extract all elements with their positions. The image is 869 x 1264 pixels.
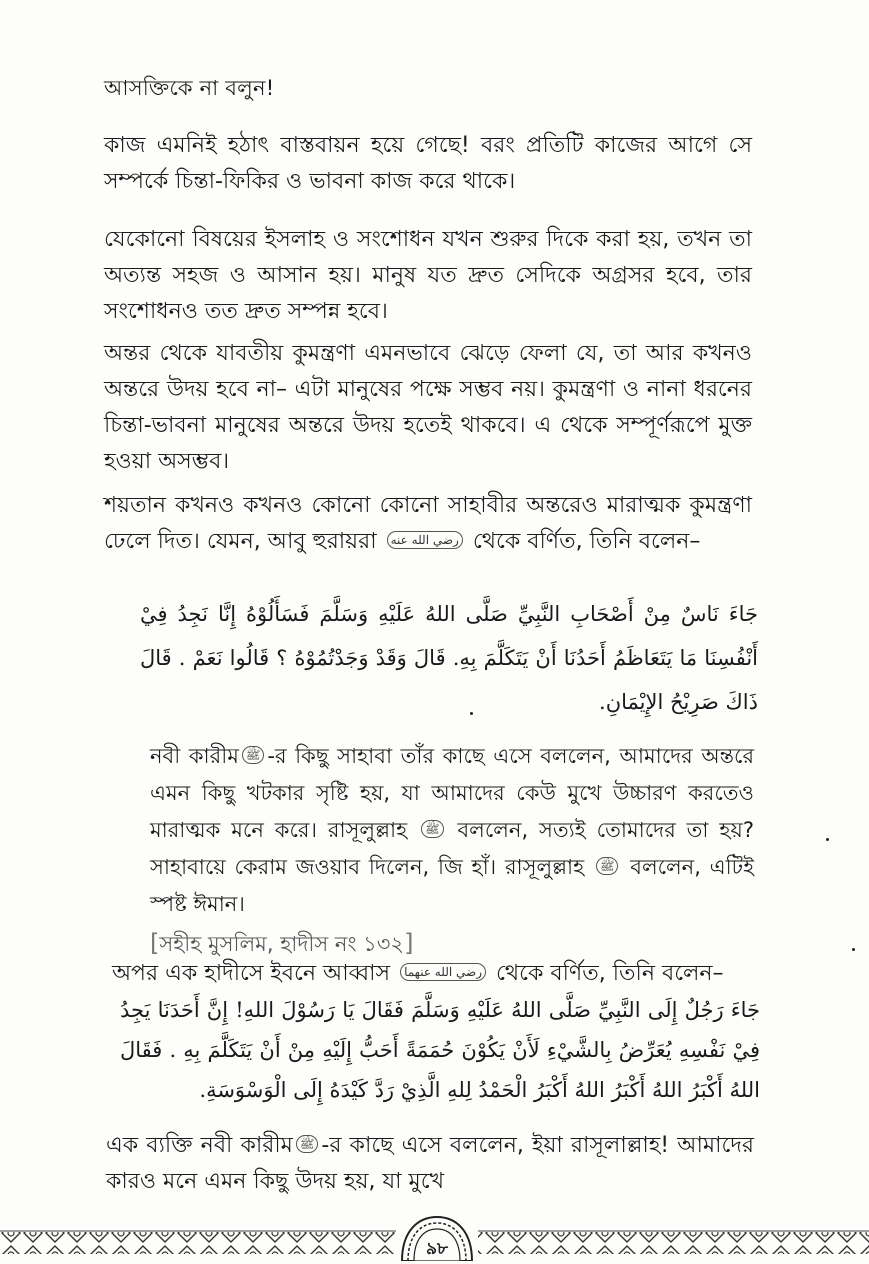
sallallahu-alaihi-wasallam-mark: ﷺ: [596, 857, 619, 875]
hadith-1-arabic: جَاءَ نَاسٌ مِنْ أَصْحَابِ النَّبِيِّ صَلَّى اللهُ عَلَيْهِ وَسَلَّمَ فَسَأَلُوْهُ إِنَّا نَجِدُ فِيْ أَنْفُسِنَا مَا يَتَعَاظَمُ أَحَدُنَا أَنْ يَتَكَلَّمَ بِهِ. قَالَ وَقَدْ وَجَدْتُمُوْهُ ؟ قَالُوا نَعَمْ . قَالَ ذَاكَ صَرِيْحُ الإِيْمَانِ.: [140, 602, 758, 714]
running-head: আসক্তিকে না বলুন!: [104, 76, 275, 100]
hadith-2-text-1: এক ব্যক্তি নবী কারীম: [106, 1133, 293, 1158]
paragraph-5: [112, 956, 762, 992]
paragraph-4: [104, 488, 752, 560]
hadith-1-text-4: বললেন, এটিই স্পষ্ট ঈমান।: [150, 855, 754, 916]
sallallahu-alaihi-wasallam-mark: ﷺ: [242, 746, 265, 764]
paragraph-3: অন্তর থেকে যাবতীয় কুমন্ত্রণা এমনভাবে ঝেড়ে ফেলা যে, তা আর কখনও অন্তরে উদয় হবে না– এটা মানুষের পক্ষে সম্ভব নয়। কুমন্ত্রণা ও নানা ধরনের চিন্তা-ভাবনা মানুষের অন্তরে উদয় হতেই থাকবে। এ থেকে সম্পূর্ণরূপে মুক্ত হওয়া অসম্ভব।: [104, 341, 752, 474]
paragraph-1: কাজ এমনিই হঠাৎ বাস্তবায়ন হয়ে গেছে! বরং প্রতিটি কাজের আগে সে সম্পর্কে চিন্তা-ফিকির ও ভাবনা কাজ করে থাকে।: [104, 133, 752, 194]
paragraph-5-text-b: থেকে বর্ণিত, তিনি বলেন–: [496, 961, 724, 986]
hadith-1-text-3: বললেন, সত্যই তোমাদের তা হয়? সাহাবায়ে কেরাম জওয়াব দিলেন, জি হাঁ। রাসূলুল্লাহ: [150, 818, 754, 879]
radiyallahu-anhu-mark: رضي الله عنه: [387, 531, 463, 549]
paragraph-4-text-a: শয়তান কখনও কখনও কোনো কোনো সাহাবীর অন্তরেও মারাত্মক কুমন্ত্রণা ঢেলে দিত। যেমন, আবু হুরায়রা: [104, 493, 752, 554]
hadith-1-text-1: নবী কারীম: [150, 744, 239, 768]
hadith-2-text-2: -র কাছে এসে বললেন, ইয়া রাসূলাল্লাহ! আমাদের কারও মনে এমন কিছু উদয় হয়, যা মুখে: [106, 1133, 754, 1194]
print-speck: [852, 948, 855, 951]
hadith-2-arabic: جَاءَ رَجُلٌ إِلَى النَّبِيِّ صَلَّى اللهُ عَلَيْهِ وَسَلَّمَ فَقَالَ يَا رَسُوْلَ اللهِ! إِنَّ أَحَدَنَا يَجِدُ فِيْ نَفْسِهِ يُعَرِّضُ بِالشَّيْءِ لَأَنْ يَكُوْنَ حُمَمَةً أَحَبُّ إِلَيْهِ مِنْ أَنْ يَتَكَلَّمَ بِهِ . فَقَالَ اللهُ أَكْبَرُ اللهُ أَكْبَرُ اللهُ أَكْبَرُ الْحَمْدُ لِلهِ الَّذِيْ رَدَّ كَيْدَهُ إِلَى الْوَسْوَسَةِ.: [120, 998, 760, 1102]
page-number: ৯৮: [425, 1239, 449, 1259]
hadith-2-translation: [106, 1128, 754, 1200]
hadith-1-translation: [150, 738, 754, 963]
hadith-1-text-2: -র কিছু সাহাবা তাঁর কাছে এসে বললেন, আমাদের অন্তরে এমন কিছু খটকার সৃষ্টি হয়, যা আমাদের কেউ মুখে উচ্চারণ করতেও মারাত্মক মনে করে। রাসূলুল্লাহ: [150, 744, 754, 842]
citation-text: সহীহ মুসলিম, হাদীস নং ১৩২: [159, 932, 405, 956]
print-speck: [826, 838, 829, 841]
paragraph-4-text-b: থেকে বর্ণিত, তিনি বলেন–: [472, 529, 701, 554]
radiyallahu-anhuma-mark: رضي الله عنهما: [400, 963, 486, 981]
paragraph-2: যেকোনো বিষয়ের ইসলাহ ও সংশোধন যখন শুরুর দিকে করা হয়, তখন তা অত্যন্ত সহজ ও আসান হয়। মানুষ যত দ্রুত সেদিকে অগ্রসর হবে, তার সংশোধনও তত দ্রুত সম্পন্ন হবে।: [104, 227, 752, 324]
paragraph-5-text-a: অপর এক হাদীসে ইবনে আব্বাস: [112, 961, 391, 986]
sallallahu-alaihi-wasallam-mark: ﷺ: [296, 1135, 319, 1153]
sallallahu-alaihi-wasallam-mark: ﷺ: [421, 820, 444, 838]
print-speck: [470, 712, 473, 715]
hadith-1-citation: [সহীহ মুসলিম, হাদীস নং ১৩২]: [150, 929, 414, 957]
